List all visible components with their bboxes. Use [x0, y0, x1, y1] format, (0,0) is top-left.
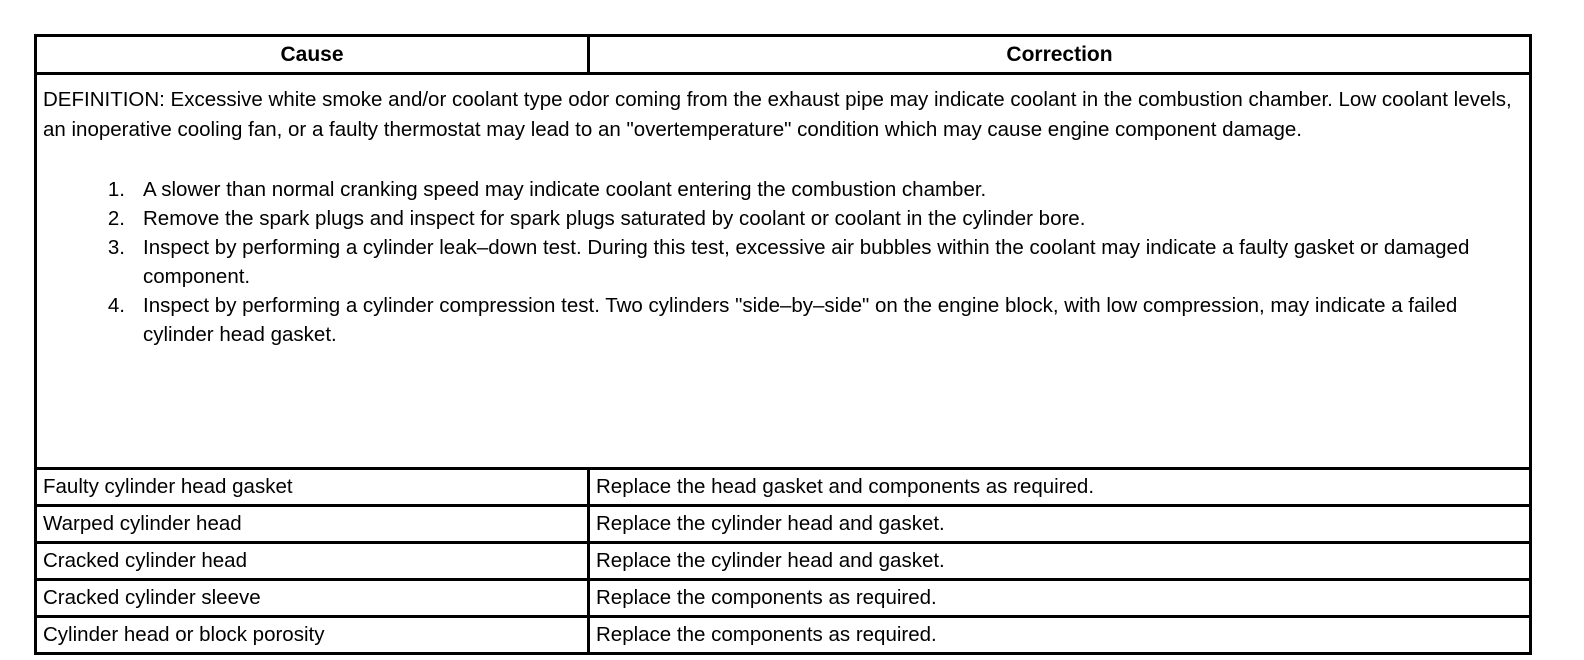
correction-cell: Replace the head gasket and components as required.	[589, 469, 1531, 506]
cause-correction-table	[34, 34, 1532, 655]
cause-cell: Cracked cylinder sleeve	[36, 580, 589, 617]
correction-cell: Replace the cylinder head and gasket.	[589, 506, 1531, 543]
cause-cell: Cylinder head or block porosity	[36, 617, 589, 654]
table-row	[36, 617, 1531, 654]
correction-header: Correction	[589, 36, 1531, 74]
step-item	[43, 204, 1523, 233]
table-row	[36, 580, 1531, 617]
header-row	[36, 36, 1531, 74]
step-item	[43, 291, 1523, 349]
correction-cell: Replace the cylinder head and gasket.	[589, 543, 1531, 580]
step-item	[43, 175, 1523, 204]
cause-cell: Cracked cylinder head	[36, 543, 589, 580]
step-number: 4.	[107, 294, 125, 317]
cause-cell: Faulty cylinder head gasket	[36, 469, 589, 506]
correction-cell: Replace the components as required.	[589, 617, 1531, 654]
steps-list	[43, 175, 1523, 349]
step-number: 2.	[107, 207, 125, 230]
step-text: Remove the spark plugs and inspect for spark plugs saturated by coolant or coolant in the cylinder bore.	[143, 207, 1086, 230]
definition-text: DEFINITION: Excessive white smoke and/or coolant type odor coming from the exhaust pipe may indicate coolant in the combustion chamber. Low coolant levels, an inoperative cooling fan, or a faulty thermostat may lead to an "overtemperature" condition which may cause engine component damage.	[43, 88, 1512, 141]
step-text: A slower than normal cranking speed may indicate coolant entering the combustion chamber.	[143, 178, 987, 201]
cause-cell: Warped cylinder head	[36, 506, 589, 543]
step-text: Inspect by performing a cylinder compression test. Two cylinders "side–by–side" on the engine block, with low compression, may indicate a failed cylinder head gasket.	[143, 294, 1458, 346]
table-row	[36, 543, 1531, 580]
step-text: Inspect by performing a cylinder leak–down test. During this test, excessive air bubbles within the coolant may indicate a faulty gasket or damaged component.	[143, 236, 1470, 288]
step-number: 1.	[107, 178, 125, 201]
definition-row	[36, 74, 1531, 469]
table-row	[36, 469, 1531, 506]
correction-cell: Replace the components as required.	[589, 580, 1531, 617]
table-row	[36, 506, 1531, 543]
definition-cell	[36, 74, 1531, 469]
cause-header: Cause	[36, 36, 589, 74]
step-item	[43, 233, 1523, 291]
step-number: 3.	[107, 236, 125, 259]
